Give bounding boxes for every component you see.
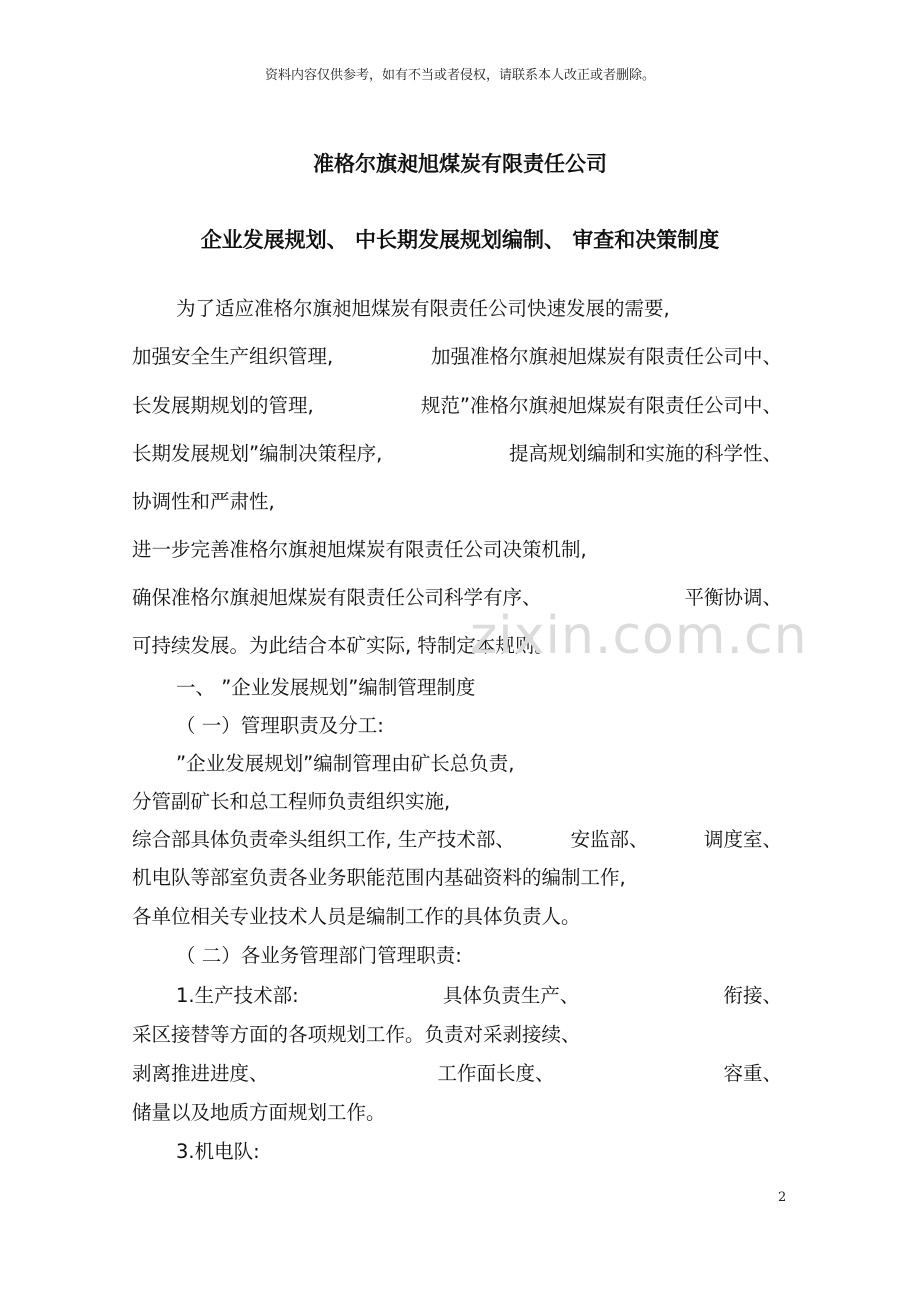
company-title: 准格尔旗昶旭煤炭有限责任公司 [313, 152, 607, 176]
document-title: 企业发展规划、 中长期发展规划编制、 审查和决策制度 [200, 228, 720, 252]
body-line [132, 393, 782, 419]
line-segment: 长发展期规划的管理, [132, 394, 314, 417]
line-segment: 加强安全生产组织管理, [132, 345, 334, 368]
subsection-heading: （ 二）各业务管理部门管理职责: [176, 944, 462, 967]
page-number: 2 [778, 1190, 787, 1205]
body-line [176, 983, 782, 1009]
line-segment: 剥离推进进度、 [132, 1062, 269, 1085]
subsection-heading: （ 一）管理职责及分工: [176, 714, 384, 737]
body-line [132, 827, 782, 853]
body-line: 储量以及地质方面规划工作。 [132, 1101, 386, 1124]
line-segment: 加强准格尔旗昶旭煤炭有限责任公司中、 [430, 345, 782, 368]
body-line [132, 1061, 782, 1087]
body-line: 机电队等部室负责各业务职能范围内基础资料的编制工作, [132, 866, 626, 889]
body-line: 采区接替等方面的各项规划工作。负责对采剥接续、 [132, 1023, 581, 1046]
disclaimer-header: 资料内容仅供参考，如有不当或者侵权，请联系本人改正或者删除。 [264, 68, 655, 83]
line-segment: 衔接、 [723, 984, 782, 1007]
body-line: 可持续发展。为此结合本矿实际, 特制定本规则。 [132, 634, 554, 657]
body-line [132, 585, 782, 611]
line-segment: 平衡协调、 [684, 586, 782, 609]
line-segment: 调度室、 [703, 828, 782, 851]
line-segment: 综合部具体负责牵头组织工作, 生产技术部、 [132, 828, 515, 851]
line-segment: 容重、 [723, 1062, 782, 1085]
body-line [132, 441, 782, 467]
body-line: 为了适应准格尔旗昶旭煤炭有限责任公司快速发展的需要, [176, 297, 670, 320]
line-segment: 提高规划编制和实施的科学性、 [508, 442, 782, 465]
line-segment: 安监部、 [570, 828, 649, 851]
line-segment: 1.生产技术部: [176, 984, 299, 1007]
body-line: 分管副矿长和总工程师负责组织实施, [132, 790, 451, 813]
watermark: zixin.com.cn [470, 606, 808, 666]
line-segment: 规范”准格尔旗昶旭煤炭有限责任公司中、 [420, 394, 782, 417]
line-segment: 确保准格尔旗昶旭煤炭有限责任公司科学有序、 [132, 586, 542, 609]
section-heading: 一、 ”企业发展规划”编制管理制度 [176, 676, 476, 699]
body-line: ”企业发展规划”编制管理由矿长总负责, [176, 752, 515, 775]
body-line: 各单位相关专业技术人员是编制工作的具体负责人。 [132, 905, 581, 928]
line-segment: 长期发展规划”编制决策程序, [132, 442, 383, 465]
body-line: 进一步完善准格尔旗昶旭煤炭有限责任公司决策机制, [132, 538, 587, 561]
body-line: 协调性和严肃性, [132, 490, 275, 513]
body-line [132, 344, 782, 370]
line-segment: 工作面长度、 [437, 1062, 555, 1085]
body-line: 3.机电队: [176, 1140, 260, 1163]
line-segment: 具体负责生产、 [442, 984, 580, 1007]
